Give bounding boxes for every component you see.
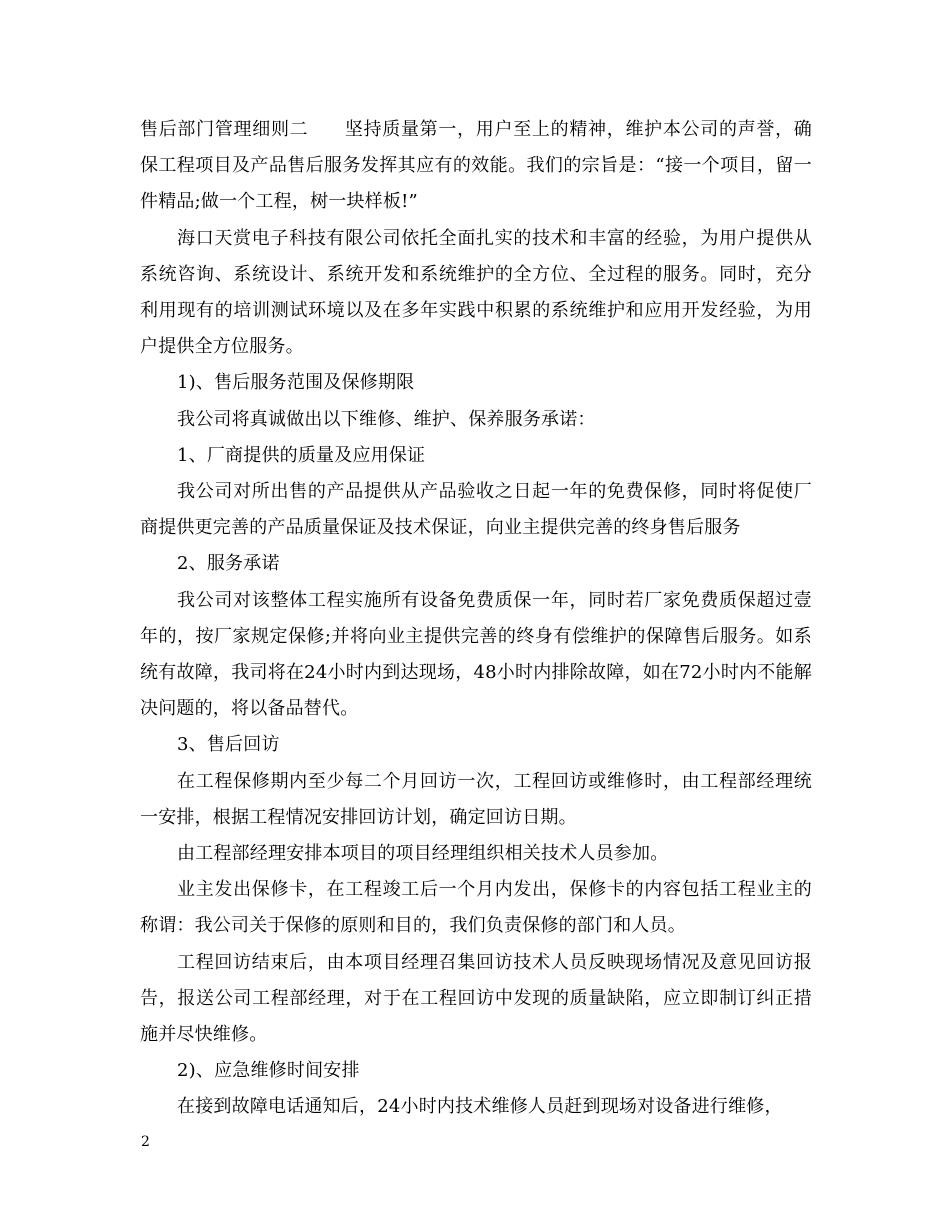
paragraph: 我公司对该整体工程实施所有设备免费质保一年，同时若厂家免费质保超过壹年的，按厂家规定保修;并将向业主提供完善的终身有偿维护的保障售后服务。如系统有故障，我司将在24小时内到达现场，48小时内排除故障，如在72小时内不能解决问题的，将以备品替代。: [140, 589, 812, 720]
section-heading: 1)、售后服务范围及保修期限: [177, 372, 415, 394]
paragraph: 我公司将真诚做出以下维修、维护、保养服务承诺：: [177, 408, 596, 430]
subsection-heading: 2、服务承诺: [177, 553, 280, 575]
paragraph: 由工程部经理安排本项目的项目经理组织相关技术人员参加。: [177, 843, 669, 865]
paragraph: 在接到故障电话通知后，24小时内技术维修人员赶到现场对设备进行维修，: [177, 1096, 783, 1118]
subsection-heading: 3、售后回访: [177, 734, 280, 756]
paragraph: 我公司对所出售的产品提供从产品验收之日起一年的免费保修，同时将促使厂商提供更完善的产品质量保证及技术保证，向业主提供完善的终身售后服务: [140, 481, 812, 539]
paragraph: 海口天赏电子科技有限公司依托全面扎实的技术和丰富的经验，为用户提供从系统咨询、系统设计、系统开发和系统维护的全方位、全过程的服务。同时，充分利用现有的培训测试环境以及在多年实践中积累的系统维护和应用开发经验，为用户提供全方位服务。: [140, 227, 812, 358]
subsection-heading: 1、厂商提供的质量及应用保证: [177, 444, 426, 466]
page-number: 2: [141, 1134, 150, 1150]
document-title: 售后部门管理细则二: [140, 119, 309, 140]
document-body: [140, 112, 812, 1126]
paragraph-intro: [140, 112, 812, 221]
paragraph: 业主发出保修卡，在工程竣工后一个月内发出，保修卡的内容包括工程业主的称谓：我公司关于保修的原则和目的，我们负责保修的部门和人员。: [140, 879, 812, 937]
paragraph-text: 坚持质量第一，用户至上的精神，维护本公司的声誉，确保工程项目及产品售后服务发挥其应有的效能。我们的宗旨是：“接一个项目，留一件精品;做一个工程，树一块样板!”: [140, 119, 812, 213]
paragraph: 工程回访结束后，由本项目经理召集回访技术人员反映现场情况及意见回访报告，报送公司工程部经理，对于在工程回访中发现的质量缺陷，应立即制订纠正措施并尽快维修。: [140, 951, 812, 1046]
section-heading: 2)、应急维修时间安排: [177, 1060, 360, 1082]
paragraph: 在工程保修期内至少每二个月回访一次，工程回访或维修时，由工程部经理统一安排，根据工程情况安排回访计划，确定回访日期。: [140, 770, 812, 828]
